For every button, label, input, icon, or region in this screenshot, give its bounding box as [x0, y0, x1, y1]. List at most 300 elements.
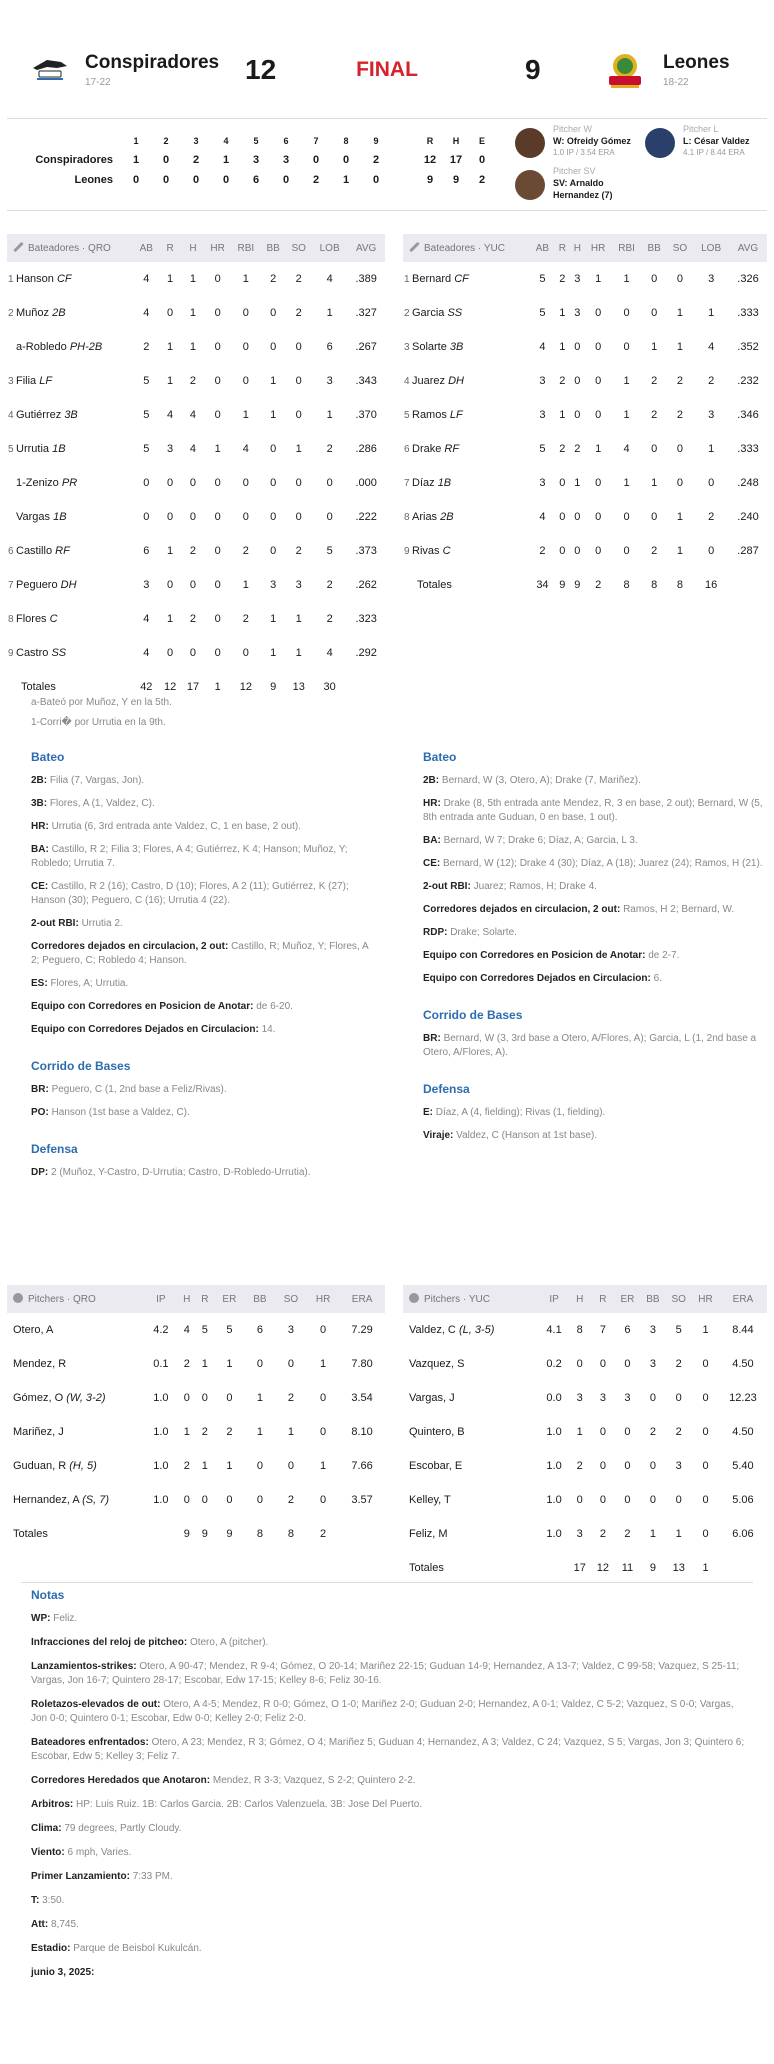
player-name[interactable]: Hanson	[16, 273, 54, 285]
player-name[interactable]: Muñoz	[16, 307, 50, 319]
col-header: AVG	[347, 234, 385, 262]
batter-cell	[7, 330, 134, 364]
col-header: SO	[665, 1285, 692, 1313]
note-item	[31, 1822, 751, 1836]
total-cell: 8	[676, 579, 684, 591]
batting-order: 5	[8, 444, 14, 455]
player-name[interactable]: Castro	[16, 647, 49, 659]
col-header: AB	[530, 234, 555, 262]
pitcher-decision: (L, 3-5)	[458, 1324, 495, 1336]
stat-cell: 5	[539, 443, 546, 455]
inning-runs: 0	[372, 174, 380, 186]
total-cell: 9	[201, 1528, 208, 1540]
stat-cell: 2	[201, 1426, 208, 1438]
player-name[interactable]: Solarte	[412, 341, 447, 353]
batting-order: 7	[8, 580, 14, 591]
stat-cell: 2	[651, 409, 658, 421]
note-item	[31, 1894, 751, 1908]
note-item	[31, 1736, 751, 1764]
stat-cell: 1	[320, 1358, 327, 1370]
stat-cell: 1.0	[153, 1494, 169, 1506]
stat-cell: 0	[702, 1358, 709, 1370]
stat-cell: 7.80	[351, 1358, 373, 1370]
total-cell: 9	[559, 579, 566, 591]
pitcher-name: L: César Valdez	[683, 136, 750, 146]
stat-cell: 1	[623, 273, 630, 285]
batter-cell	[403, 296, 530, 330]
stat-cell: 1	[576, 1426, 583, 1438]
inning-header: 9	[373, 136, 379, 146]
pitcher-name[interactable]: Mendez, R	[13, 1358, 67, 1370]
stat-cell: 0	[320, 1324, 327, 1336]
note-key: Bateadores enfrentados:	[31, 1737, 149, 1748]
stat-cell: 0	[595, 375, 602, 387]
player-name[interactable]: Díaz	[412, 477, 435, 489]
pitcher-name[interactable]: Kelley, T	[409, 1494, 451, 1506]
note-item	[423, 926, 763, 940]
note-value: 3:50.	[42, 1895, 65, 1906]
stat-cell: 0	[326, 477, 333, 489]
note-key: 2B:	[31, 775, 48, 786]
stat-cell: 3	[574, 307, 581, 319]
pitcher-label: Pitcher SV	[553, 166, 596, 176]
stat-cell: 0	[214, 545, 221, 557]
stat-cell: 2	[183, 1358, 190, 1370]
note-key: Corredores dejados en circulacion, 2 out:	[423, 904, 621, 915]
inning-runs: 3	[282, 154, 290, 166]
col-header: BB	[245, 1285, 275, 1313]
player-name[interactable]: Bernard	[412, 273, 452, 285]
stat-cell: 1	[189, 307, 197, 319]
batter-cell	[7, 432, 134, 466]
home-team-record: 18-22	[663, 77, 689, 88]
stat-cell: 0	[242, 477, 249, 489]
stat-cell: 0	[295, 375, 302, 387]
note-value: 7:33 PM.	[132, 1871, 173, 1882]
stat-cell: .346	[737, 409, 759, 421]
note-key: WP:	[31, 1613, 51, 1624]
note-value: Valdez, C (Hanson at 1st base).	[456, 1130, 598, 1141]
stat-cell: 0	[599, 1426, 606, 1438]
note-key: E:	[423, 1107, 433, 1118]
total-cell: 12	[163, 681, 177, 693]
note-key: Viento:	[31, 1847, 65, 1858]
total-cell: 8	[623, 579, 630, 591]
rhe-header: H	[452, 136, 460, 146]
bat-icon	[13, 242, 23, 252]
stat-cell: 4	[143, 273, 150, 285]
batter-cell	[7, 398, 134, 432]
player-position: CF	[56, 273, 72, 285]
batter-row	[403, 398, 767, 432]
col-header: RBI	[231, 234, 261, 262]
stat-cell: 1	[676, 511, 684, 523]
stat-cell: 1	[623, 409, 630, 421]
qro-game-notes	[31, 750, 371, 1189]
batter-cell	[7, 500, 134, 534]
note-key: T:	[31, 1895, 40, 1906]
stat-cell: 2	[599, 1528, 606, 1540]
player-name[interactable]: Urrutia	[16, 443, 50, 455]
inning-runs: 1	[222, 154, 230, 166]
total-cell: 17	[186, 681, 200, 693]
stat-cell: 0	[599, 1494, 606, 1506]
player-name[interactable]: Ramos	[412, 409, 447, 421]
stat-cell: 0	[242, 375, 249, 387]
baseball-icon	[409, 1293, 419, 1303]
batter-cell	[403, 330, 530, 364]
note-value: Otero, A 23; Mendez, R 3; Gómez, O 4; Mariñez 5; Guduan 4; Hernandez, A 3; Valdez, C 24; Vazquez, S 5; Vargas, Jon 3; Quintero 6; Escobar, Edw 5; Kelley 3; Feliz 7.	[31, 1737, 745, 1762]
total-hits: 17	[449, 154, 463, 166]
stat-cell: 1	[559, 341, 566, 353]
stat-cell: 2	[287, 1494, 295, 1506]
player-name[interactable]: Arias	[412, 511, 438, 523]
note-value: Otero, A 4-5; Mendez, R 0-0; Gómez, O 1-0; Mariñez 2-0; Guduan 2-0; Hernandez, A 0-1; Valdez, C 5-2; Vazquez, S 0-0; Vargas, Jon 0-0; Quintero 0-1; Escobar, Edw 0-0; Kelley 2-0; Feliz 2-0.	[31, 1699, 734, 1724]
stat-cell: .370	[355, 409, 377, 421]
player-name[interactable]: Juarez	[412, 375, 446, 387]
player-name[interactable]: Filia	[16, 375, 37, 387]
batter-cell	[403, 500, 530, 534]
stat-cell: 3	[574, 273, 581, 285]
stat-cell: 3	[167, 443, 174, 455]
stat-cell: .327	[355, 307, 377, 319]
inning-runs: 2	[192, 154, 200, 166]
stat-cell: 1.0	[153, 1426, 169, 1438]
stat-cell: 0	[242, 341, 249, 353]
stat-cell: 3	[649, 1324, 656, 1336]
stat-cell: 2	[295, 273, 302, 285]
player-name[interactable]: Gutiérrez	[16, 409, 62, 421]
note-item	[31, 1083, 371, 1097]
player-position: 1B	[53, 511, 67, 523]
batter-cell	[403, 432, 530, 466]
pitcher-row	[7, 1415, 385, 1449]
note-key: BR:	[423, 1033, 441, 1044]
stat-cell: 0	[623, 307, 630, 319]
stat-cell: .333	[737, 443, 759, 455]
batter-cell	[7, 364, 134, 398]
totals-label: Totales	[409, 1562, 444, 1574]
totals-row	[7, 1517, 385, 1551]
stat-cell: 0	[167, 511, 174, 523]
total-hits: 9	[452, 174, 460, 186]
pitcher-row	[403, 1517, 767, 1551]
total-cell: 1	[214, 681, 221, 693]
batting-order: 4	[404, 376, 410, 387]
stat-cell: 5	[675, 1324, 682, 1336]
inning-runs: 2	[312, 174, 320, 186]
note-item	[31, 1966, 751, 1980]
stat-cell: 0	[702, 1528, 709, 1540]
batter-row	[7, 262, 385, 296]
player-position: SS	[447, 307, 463, 319]
pitcher-name[interactable]: Vargas, J	[409, 1392, 455, 1404]
stat-cell: 5	[539, 307, 546, 319]
linescore-team: Leones	[74, 174, 113, 186]
player-name[interactable]: Drake	[412, 443, 442, 455]
total-cell: 34	[536, 579, 549, 591]
stat-cell: 0	[214, 579, 221, 591]
stat-cell: 1	[702, 1324, 709, 1336]
pitcher-name[interactable]: Escobar, E	[409, 1460, 463, 1472]
stat-cell: .389	[355, 273, 377, 285]
pitcher-name[interactable]: Valdez, C	[409, 1324, 456, 1336]
col-header: LOB	[312, 234, 347, 262]
stat-cell: 0	[326, 511, 333, 523]
batting-order: 3	[8, 376, 14, 387]
stat-cell: 1	[167, 545, 174, 557]
stat-cell: 0	[214, 477, 221, 489]
table-title: Bateadores · YUC	[424, 243, 505, 254]
pitcher-decision: (W, 3-2)	[66, 1392, 106, 1404]
stat-cell: 2	[559, 375, 566, 387]
inning-header: 2	[163, 136, 169, 146]
footnote: 1-Corri� por Urrutia en la 9th.	[31, 717, 166, 728]
note-key: Primer Lanzamiento:	[31, 1871, 130, 1882]
stat-cell: 2	[287, 1392, 295, 1404]
stat-cell: 0	[574, 545, 581, 557]
note-key: Clima:	[31, 1823, 62, 1834]
batter-cell	[403, 534, 530, 568]
pitcher-name[interactable]: Hernandez, A	[13, 1494, 80, 1506]
total-cell	[144, 1517, 178, 1551]
stat-cell: 0	[676, 477, 684, 489]
stat-cell: 3.57	[351, 1494, 373, 1506]
total-cell: 9	[649, 1562, 656, 1574]
totals-row	[403, 1551, 767, 1585]
stat-cell: 6	[624, 1324, 631, 1336]
total-cell	[347, 670, 385, 704]
note-item	[31, 977, 371, 991]
stat-cell: 0	[167, 477, 174, 489]
stat-cell: 6	[326, 341, 333, 353]
home-score: 9	[525, 54, 541, 85]
stat-cell: 1	[708, 443, 715, 455]
save-pitcher-avatar	[515, 170, 545, 200]
total-cell	[339, 1517, 385, 1551]
batter-row	[7, 398, 385, 432]
player-position: 2B	[440, 511, 454, 523]
note-key: CE:	[423, 858, 441, 869]
stat-cell: 0	[559, 477, 566, 489]
table-title: Bateadores · QRO	[28, 243, 111, 254]
stat-cell: 0	[702, 1494, 709, 1506]
pitcher-name[interactable]: Otero, A	[13, 1324, 54, 1336]
stat-cell: 0	[574, 409, 581, 421]
pitcher-name[interactable]: Vazquez, S	[409, 1358, 465, 1370]
pitcher-row	[403, 1415, 767, 1449]
player-position: 1B	[437, 477, 452, 489]
stat-cell: 1	[242, 409, 249, 421]
stat-cell: 0	[256, 1494, 263, 1506]
batting-order: 1	[404, 274, 410, 285]
stat-cell: 1	[675, 1528, 682, 1540]
stat-cell: 2	[559, 273, 566, 285]
note-item	[423, 1129, 763, 1143]
player-name[interactable]: Rivas	[412, 545, 440, 557]
stat-cell: 0	[649, 1460, 656, 1472]
stat-cell: .248	[737, 477, 759, 489]
stat-cell: 0	[270, 511, 277, 523]
stat-cell: 0	[242, 511, 249, 523]
batter-cell	[403, 398, 530, 432]
pitcher-cell	[7, 1449, 144, 1483]
stat-cell: 2	[326, 443, 333, 455]
stat-cell: 4.1	[546, 1324, 562, 1336]
stat-cell: 1	[708, 307, 715, 319]
player-name[interactable]: Castillo	[16, 545, 53, 557]
pitcher-name[interactable]: Quintero, B	[409, 1426, 465, 1438]
col-header: IP	[540, 1285, 568, 1313]
total-cell: 2	[320, 1528, 327, 1540]
player-position: RF	[444, 443, 460, 455]
pitcher-name[interactable]: Feliz, M	[409, 1528, 448, 1540]
stat-cell: 0	[702, 1460, 709, 1472]
stat-cell: 4	[539, 511, 546, 523]
stat-cell: 0	[295, 511, 302, 523]
note-item	[31, 1660, 751, 1688]
player-name[interactable]: a-Robledo	[16, 341, 67, 353]
stat-cell: 3	[287, 1324, 295, 1336]
stat-cell: 0	[576, 1358, 583, 1370]
inning-header: 8	[343, 136, 349, 146]
player-name[interactable]: Garcia	[412, 307, 445, 319]
stat-cell: 4	[326, 647, 333, 659]
stat-cell: 4	[539, 341, 546, 353]
stat-cell: 2	[189, 613, 197, 625]
note-key: Lanzamientos-strikes:	[31, 1661, 137, 1672]
section-heading: Notas	[31, 1588, 65, 1602]
stat-cell: 4	[242, 443, 249, 455]
player-position: PH-2B	[69, 341, 103, 353]
col-header: HR	[204, 234, 230, 262]
stat-cell: 2	[242, 613, 249, 625]
stat-cell: 0	[623, 545, 630, 557]
batter-row	[7, 330, 385, 364]
batting-order: 9	[404, 546, 410, 557]
stat-cell: 4.50	[732, 1358, 754, 1370]
inning-runs: 0	[342, 154, 350, 166]
note-value: 79 degrees, Partly Cloudy.	[64, 1823, 182, 1834]
rhe-header: E	[478, 136, 485, 146]
stat-cell: 0	[320, 1392, 327, 1404]
col-header: HR	[307, 1285, 339, 1313]
note-value: 2 (Muñoz, Y-Castro, D-Urrutia; Castro, D-Robledo-Urrutia).	[51, 1167, 311, 1178]
stat-cell: 2	[675, 1358, 682, 1370]
pitcher-stats: 1.0 IP / 3.54 ERA	[553, 148, 615, 157]
batter-cell	[7, 296, 134, 330]
stat-cell: 3	[326, 375, 333, 387]
player-name[interactable]: 1-Zenizo	[16, 477, 59, 489]
stat-cell: .323	[355, 613, 377, 625]
yuc-pitching-table	[403, 1285, 767, 1585]
player-position: DH	[448, 375, 464, 387]
stat-cell: 0	[708, 545, 715, 557]
stat-cell: 0	[574, 375, 581, 387]
note-item	[31, 940, 371, 968]
note-key: HR:	[423, 798, 441, 809]
pitcher-name[interactable]: Gómez, O	[13, 1392, 64, 1404]
col-header: R	[591, 1285, 614, 1313]
stat-cell: 0	[676, 273, 684, 285]
stat-cell: 0	[214, 409, 221, 421]
pitcher-label: Pitcher W	[553, 124, 593, 134]
pitcher-cell	[7, 1483, 144, 1517]
pitcher-name[interactable]: Guduan, R	[13, 1460, 67, 1472]
stat-cell: 0	[320, 1426, 327, 1438]
col-header: R	[196, 1285, 214, 1313]
total-cell	[729, 568, 767, 602]
player-position: 3B	[449, 341, 464, 353]
player-name[interactable]: Vargas	[16, 511, 51, 523]
note-value: Peguero, C (1, 2nd base a Feliz/Rivas).	[51, 1084, 227, 1095]
pitcher-row	[7, 1483, 385, 1517]
note-key: BR:	[31, 1084, 49, 1095]
stat-cell: 2	[651, 545, 658, 557]
stat-cell: 4	[143, 613, 150, 625]
batter-row	[403, 296, 767, 330]
stat-cell: 3	[624, 1392, 631, 1404]
note-value: Castillo, R; Muñoz, Y; Flores, A 2; Peguero, C; Robledo 4; Hanson.	[31, 941, 369, 966]
pitcher-name: SV: Arnaldo	[553, 178, 604, 188]
total-cell: 30	[323, 681, 336, 693]
stat-cell: 1.0	[153, 1392, 169, 1404]
stat-cell: 1	[295, 443, 302, 455]
stat-cell: 0	[214, 341, 221, 353]
pitcher-cell	[7, 1381, 144, 1415]
total-cell: 9	[183, 1528, 190, 1540]
stat-cell: .352	[737, 341, 759, 353]
pitcher-row	[7, 1449, 385, 1483]
player-position: SS	[51, 647, 67, 659]
batter-row	[7, 636, 385, 670]
stat-cell: 2	[326, 613, 333, 625]
col-header: SO	[667, 234, 694, 262]
stat-cell: 12.23	[729, 1392, 757, 1404]
stat-cell: .262	[355, 579, 377, 591]
stat-cell: 0	[624, 1358, 631, 1370]
note-value: Feliz.	[53, 1613, 78, 1624]
stat-cell: 0	[624, 1460, 631, 1472]
inning-runs: 0	[282, 174, 290, 186]
note-item	[31, 1023, 371, 1037]
total-cell: 13	[292, 681, 305, 693]
batting-order: 8	[8, 614, 14, 625]
player-name[interactable]: Flores	[16, 613, 47, 625]
note-key: Equipo con Corredores en Posicion de Anotar:	[423, 950, 646, 961]
total-runs: 9	[426, 174, 434, 186]
stat-cell: .292	[355, 647, 377, 659]
batting-order: 8	[404, 512, 410, 523]
note-key: RDP:	[423, 927, 448, 938]
pitcher-name[interactable]: Mariñez, J	[13, 1426, 64, 1438]
stat-cell: 0	[287, 1460, 295, 1472]
inning-header: 3	[193, 136, 199, 146]
stat-cell: 1	[242, 273, 249, 285]
note-item	[31, 1698, 751, 1726]
stat-cell: 1.0	[546, 1494, 562, 1506]
stat-cell: 0	[595, 511, 602, 523]
player-position: PR	[61, 477, 78, 489]
player-position: RF	[55, 545, 70, 557]
player-name[interactable]: Peguero	[16, 579, 58, 591]
stat-cell: 0	[599, 1358, 606, 1370]
col-header: HR	[585, 234, 612, 262]
stat-cell: 0	[295, 341, 302, 353]
stat-cell: 5	[539, 273, 546, 285]
stat-cell: 1	[270, 375, 277, 387]
stat-cell: 0	[143, 511, 150, 523]
